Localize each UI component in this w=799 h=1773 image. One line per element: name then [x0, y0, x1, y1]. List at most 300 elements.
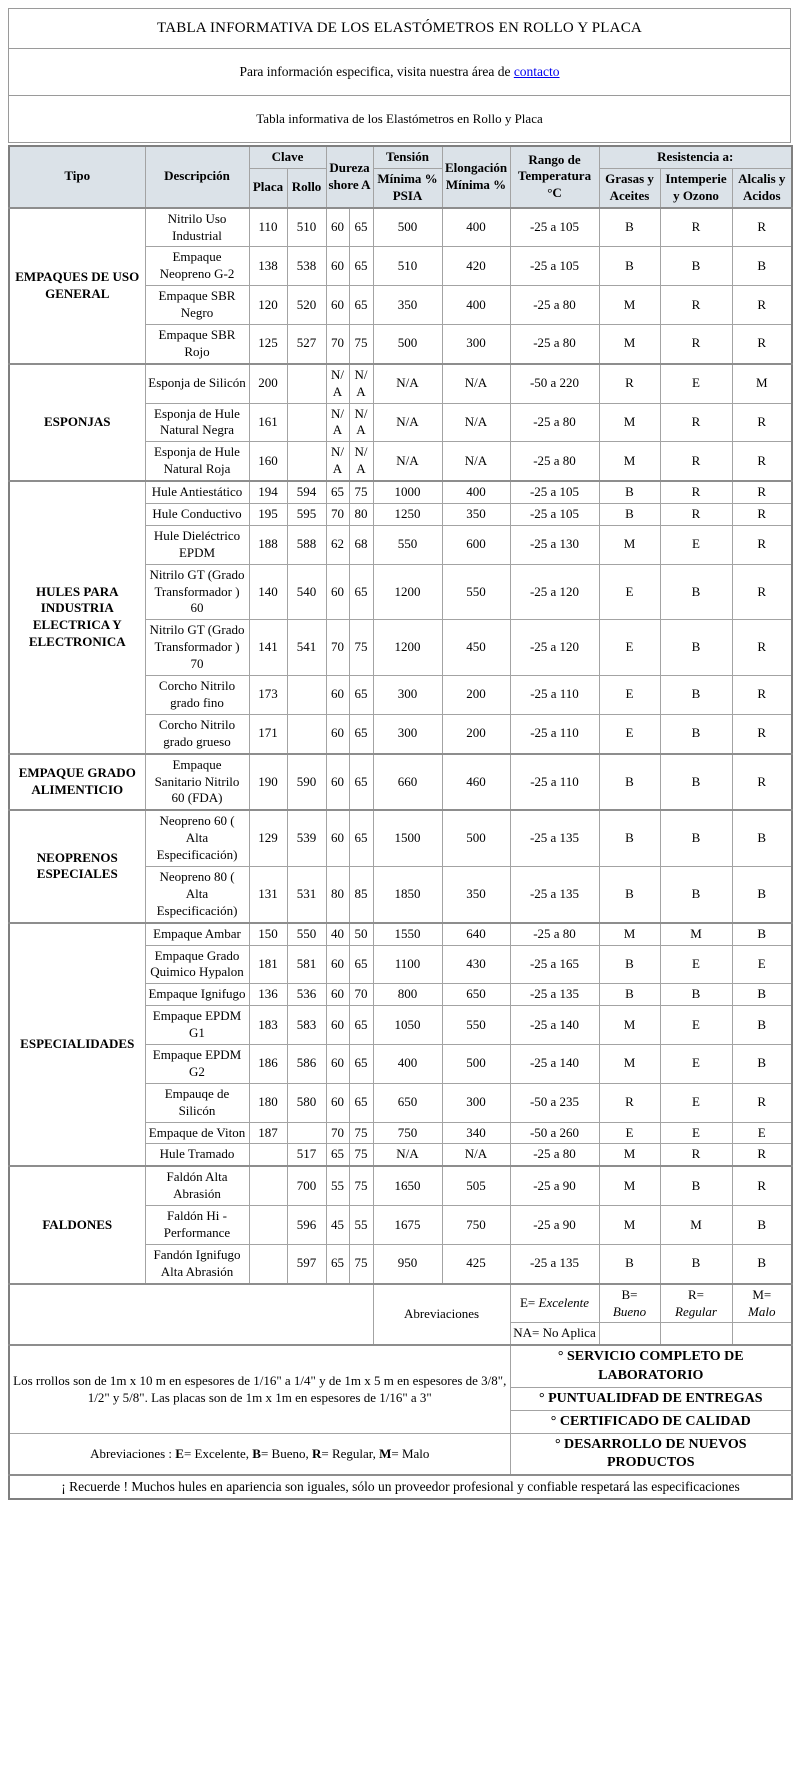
rango-cell: -25 a 120: [510, 620, 599, 676]
dureza-max-cell: 75: [349, 481, 373, 503]
rollo-cell: 520: [287, 286, 326, 325]
rollo-cell: 581: [287, 945, 326, 984]
rango-cell: -25 a 135: [510, 984, 599, 1006]
placa-cell: 125: [249, 325, 287, 364]
placa-cell: 200: [249, 364, 287, 403]
table-row: [9, 923, 792, 945]
alcalis-cell: R: [732, 620, 792, 676]
alcalis-cell: M: [732, 364, 792, 403]
elongacion-cell: 200: [442, 714, 510, 753]
elongacion-cell: 460: [442, 754, 510, 811]
abbrev-e-value: Excelente: [538, 1295, 590, 1311]
col-header-rango: Rango de Temperatura °C: [510, 146, 599, 208]
rollo-cell: 580: [287, 1083, 326, 1122]
abbrev-key-bueno: [599, 1284, 660, 1323]
alcalis-cell: B: [732, 1044, 792, 1083]
intemperie-cell: E: [660, 945, 732, 984]
tension-cell: 1550: [373, 923, 442, 945]
abbrev-key-malo: [732, 1284, 792, 1323]
page-title: TABLA INFORMATIVA DE LOS ELASTÓMETROS EN ROLLO Y PLACA: [9, 9, 790, 49]
alcalis-cell: B: [732, 923, 792, 945]
grasas-cell: E: [599, 676, 660, 715]
dureza-max-cell: 80: [349, 504, 373, 526]
placa-cell: 183: [249, 1006, 287, 1045]
grasas-cell: M: [599, 525, 660, 564]
dureza-max-cell: 75: [349, 1244, 373, 1283]
elongacion-cell: 550: [442, 1006, 510, 1045]
service-certificado: ° CERTIFICADO DE CALIDAD: [510, 1410, 792, 1433]
tension-cell: 300: [373, 714, 442, 753]
grasas-cell: M: [599, 1144, 660, 1166]
dureza-min-cell: 80: [326, 866, 349, 922]
intemperie-cell: E: [660, 364, 732, 403]
rollo-cell: [287, 676, 326, 715]
alcalis-cell: E: [732, 945, 792, 984]
tension-cell: N/A: [373, 1144, 442, 1166]
grasas-cell: B: [599, 504, 660, 526]
rango-cell: -25 a 110: [510, 754, 599, 811]
abbrev-inline-note: Abreviaciones : E= Excelente, B= Bueno, R= Regular, M= Malo: [9, 1434, 510, 1476]
elongacion-cell: 430: [442, 945, 510, 984]
tipo-group-cell: HULES PARA INDUSTRIA ELECTRICA Y ELECTRONICA: [9, 481, 145, 753]
placa-cell: 140: [249, 564, 287, 620]
grasas-cell: B: [599, 984, 660, 1006]
rollo-cell: 594: [287, 481, 326, 503]
rango-cell: -25 a 165: [510, 945, 599, 984]
rollo-cell: 541: [287, 620, 326, 676]
dureza-max-cell: 65: [349, 754, 373, 811]
top-boxes: [8, 8, 791, 143]
tension-cell: N/A: [373, 442, 442, 481]
col-header-elongacion: Elongación Mínima %: [442, 146, 510, 208]
descripcion-cell: Neopreno 80 ( Alta Especificación): [145, 866, 249, 922]
descripcion-cell: Esponja de Hule Natural Negra: [145, 403, 249, 442]
placa-cell: 173: [249, 676, 287, 715]
dureza-max-cell: 65: [349, 1083, 373, 1122]
table-row: [9, 754, 792, 811]
contacto-link[interactable]: contacto: [513, 64, 560, 79]
dureza-min-cell: 60: [326, 1044, 349, 1083]
descripcion-cell: Empaque SBR Negro: [145, 286, 249, 325]
rango-cell: -25 a 135: [510, 810, 599, 866]
grasas-cell: E: [599, 564, 660, 620]
rango-cell: -25 a 110: [510, 714, 599, 753]
rango-cell: -25 a 90: [510, 1206, 599, 1245]
dureza-min-cell: 60: [326, 247, 349, 286]
recuerde-note: ¡ Recuerde ! Muchos hules en apariencia son iguales, sólo un proveedor profesional y confiable respetará las especificaciones: [9, 1475, 792, 1499]
dureza-min-cell: 40: [326, 923, 349, 945]
dureza-min-cell: 62: [326, 525, 349, 564]
rollo-cell: 550: [287, 923, 326, 945]
intemperie-cell: R: [660, 481, 732, 503]
grasas-cell: R: [599, 1083, 660, 1122]
table-row: [9, 208, 792, 247]
abbrev-r-value: Regular: [675, 1303, 717, 1319]
intemperie-cell: B: [660, 714, 732, 753]
alcalis-cell: R: [732, 504, 792, 526]
rango-cell: -25 a 135: [510, 866, 599, 922]
rango-cell: -25 a 135: [510, 1244, 599, 1283]
elongacion-cell: 500: [442, 810, 510, 866]
rollo-cell: 531: [287, 866, 326, 922]
dureza-min-cell: 60: [326, 754, 349, 811]
dureza-min-cell: N/A: [326, 364, 349, 403]
empty-cell: [660, 1323, 732, 1345]
tension-cell: 1200: [373, 564, 442, 620]
alcalis-cell: B: [732, 984, 792, 1006]
tension-cell: 750: [373, 1122, 442, 1144]
descripcion-cell: Esponja de Silicón: [145, 364, 249, 403]
grasas-cell: B: [599, 945, 660, 984]
dureza-max-cell: 65: [349, 945, 373, 984]
rollo-cell: 590: [287, 754, 326, 811]
intemperie-cell: B: [660, 564, 732, 620]
rollo-cell: 588: [287, 525, 326, 564]
dureza-max-cell: 65: [349, 564, 373, 620]
abbrev-r-prefix: R=: [687, 1286, 704, 1302]
dureza-min-cell: 60: [326, 208, 349, 247]
abbrev-key-na: NA= No Aplica: [510, 1323, 599, 1345]
col-header-clave: Clave: [249, 146, 326, 168]
elongacion-cell: 300: [442, 1083, 510, 1122]
intemperie-cell: B: [660, 754, 732, 811]
placa-cell: 150: [249, 923, 287, 945]
tension-cell: N/A: [373, 364, 442, 403]
rollo-cell: 597: [287, 1244, 326, 1283]
placa-cell: 110: [249, 208, 287, 247]
elongacion-cell: 400: [442, 286, 510, 325]
alcalis-cell: B: [732, 247, 792, 286]
placa-cell: 181: [249, 945, 287, 984]
placa-cell: [249, 1206, 287, 1245]
tension-cell: 1650: [373, 1166, 442, 1205]
intemperie-cell: E: [660, 1122, 732, 1144]
intemperie-cell: B: [660, 810, 732, 866]
elongacion-cell: N/A: [442, 1144, 510, 1166]
descripcion-cell: Empauqe de Silicón: [145, 1083, 249, 1122]
intemperie-cell: B: [660, 620, 732, 676]
tension-cell: 1200: [373, 620, 442, 676]
alcalis-cell: R: [732, 754, 792, 811]
col-header-tension-top: Tensión: [373, 146, 442, 168]
rollo-cell: [287, 403, 326, 442]
rollo-cell: 517: [287, 1144, 326, 1166]
rango-cell: -25 a 105: [510, 208, 599, 247]
elongacion-cell: 400: [442, 208, 510, 247]
intemperie-cell: B: [660, 1166, 732, 1205]
col-header-descripcion: Descripción: [145, 146, 249, 208]
descripcion-cell: Faldón Alta Abrasión: [145, 1166, 249, 1205]
dureza-min-cell: 45: [326, 1206, 349, 1245]
elongacion-cell: 300: [442, 325, 510, 364]
rango-cell: -50 a 235: [510, 1083, 599, 1122]
dureza-max-cell: 55: [349, 1206, 373, 1245]
grasas-cell: E: [599, 714, 660, 753]
abbrev-spacer-cell: [9, 1284, 373, 1346]
rango-cell: -25 a 140: [510, 1006, 599, 1045]
abbrev-b-value: Bueno: [612, 1303, 647, 1319]
tension-cell: 510: [373, 247, 442, 286]
descripcion-cell: Empaque Neopreno G-2: [145, 247, 249, 286]
alcalis-cell: R: [732, 714, 792, 753]
dureza-min-cell: 70: [326, 620, 349, 676]
tipo-group-cell: NEOPRENOS ESPECIALES: [9, 810, 145, 922]
dureza-max-cell: N/A: [349, 364, 373, 403]
descripcion-cell: Empaque SBR Rojo: [145, 325, 249, 364]
subtitle: [9, 49, 790, 96]
alcalis-cell: E: [732, 1122, 792, 1144]
descripcion-cell: Empaque Grado Quimico Hypalon: [145, 945, 249, 984]
tension-cell: 1050: [373, 1006, 442, 1045]
grasas-cell: M: [599, 923, 660, 945]
intemperie-cell: R: [660, 325, 732, 364]
rollo-cell: 538: [287, 247, 326, 286]
col-header-dureza: Dureza shore A: [326, 146, 373, 208]
descripcion-cell: Empaque Sanitario Nitrilo 60 (FDA): [145, 754, 249, 811]
tension-cell: 1000: [373, 481, 442, 503]
dureza-max-cell: 75: [349, 620, 373, 676]
elongacion-cell: 500: [442, 1044, 510, 1083]
alcalis-cell: B: [732, 1244, 792, 1283]
placa-cell: 136: [249, 984, 287, 1006]
intemperie-cell: R: [660, 208, 732, 247]
dureza-max-cell: 65: [349, 286, 373, 325]
elongacion-cell: 650: [442, 984, 510, 1006]
notes-row-4: [9, 1434, 792, 1476]
table-footer: [9, 1284, 792, 1499]
grasas-cell: B: [599, 481, 660, 503]
placa-cell: 187: [249, 1122, 287, 1144]
abbrev-key-regular: [660, 1284, 732, 1323]
grasas-cell: E: [599, 620, 660, 676]
alcalis-cell: R: [732, 442, 792, 481]
tension-cell: 1850: [373, 866, 442, 922]
tension-cell: 1100: [373, 945, 442, 984]
elongacion-cell: 425: [442, 1244, 510, 1283]
placa-cell: 161: [249, 403, 287, 442]
elongacion-cell: 505: [442, 1166, 510, 1205]
dureza-max-cell: 50: [349, 923, 373, 945]
col-header-placa: Placa: [249, 168, 287, 207]
rollo-cell: 510: [287, 208, 326, 247]
elongacion-cell: N/A: [442, 403, 510, 442]
tension-cell: 500: [373, 325, 442, 364]
dureza-max-cell: 65: [349, 208, 373, 247]
dureza-max-cell: 65: [349, 1044, 373, 1083]
tension-cell: 660: [373, 754, 442, 811]
alcalis-cell: B: [732, 1206, 792, 1245]
alcalis-cell: R: [732, 403, 792, 442]
table-row: [9, 810, 792, 866]
placa-cell: 129: [249, 810, 287, 866]
abbrev-b-prefix: B=: [621, 1286, 638, 1302]
descripcion-cell: Empaque de Viton: [145, 1122, 249, 1144]
rango-cell: -25 a 105: [510, 247, 599, 286]
rollo-cell: 536: [287, 984, 326, 1006]
col-header-alcalis: Alcalis y Acidos: [732, 168, 792, 207]
rollo-cell: [287, 714, 326, 753]
alcalis-cell: R: [732, 525, 792, 564]
alcalis-cell: R: [732, 1166, 792, 1205]
dureza-min-cell: 70: [326, 325, 349, 364]
rollo-cell: 596: [287, 1206, 326, 1245]
rango-cell: -25 a 90: [510, 1166, 599, 1205]
placa-cell: 141: [249, 620, 287, 676]
descripcion-cell: Nitrilo Uso Industrial: [145, 208, 249, 247]
rango-cell: -25 a 120: [510, 564, 599, 620]
col-header-resistencia: Resistencia a:: [599, 146, 792, 168]
dureza-min-cell: 60: [326, 564, 349, 620]
grasas-cell: M: [599, 1206, 660, 1245]
intemperie-cell: E: [660, 1083, 732, 1122]
dureza-max-cell: 65: [349, 676, 373, 715]
dureza-min-cell: 60: [326, 286, 349, 325]
tension-cell: 500: [373, 208, 442, 247]
rango-cell: -25 a 105: [510, 481, 599, 503]
elongacion-cell: N/A: [442, 442, 510, 481]
elongacion-cell: 600: [442, 525, 510, 564]
rollo-cell: [287, 1122, 326, 1144]
alcalis-cell: R: [732, 481, 792, 503]
placa-cell: 180: [249, 1083, 287, 1122]
tension-cell: 400: [373, 1044, 442, 1083]
rollo-cell: 527: [287, 325, 326, 364]
grasas-cell: B: [599, 866, 660, 922]
grasas-cell: M: [599, 1044, 660, 1083]
dureza-min-cell: 60: [326, 810, 349, 866]
grasas-cell: M: [599, 1006, 660, 1045]
abbrev-label: Abreviaciones: [373, 1284, 510, 1346]
intemperie-cell: R: [660, 1144, 732, 1166]
recuerde-row: [9, 1475, 792, 1499]
rango-cell: -25 a 130: [510, 525, 599, 564]
rollo-cell: 700: [287, 1166, 326, 1205]
tension-cell: 1500: [373, 810, 442, 866]
dureza-max-cell: N/A: [349, 403, 373, 442]
intemperie-cell: B: [660, 984, 732, 1006]
grasas-cell: B: [599, 754, 660, 811]
abbrev-key-row-1: [9, 1284, 792, 1323]
dureza-max-cell: 75: [349, 1166, 373, 1205]
placa-cell: 160: [249, 442, 287, 481]
dureza-min-cell: N/A: [326, 403, 349, 442]
dureza-max-cell: 65: [349, 810, 373, 866]
placa-cell: 190: [249, 754, 287, 811]
intemperie-cell: M: [660, 923, 732, 945]
intemperie-cell: B: [660, 866, 732, 922]
grasas-cell: B: [599, 810, 660, 866]
table-caption: Tabla informativa de los Elastómetros en Rollo y Placa: [256, 111, 543, 126]
rango-cell: -25 a 80: [510, 923, 599, 945]
elongacion-cell: 420: [442, 247, 510, 286]
tension-cell: 1675: [373, 1206, 442, 1245]
placa-cell: [249, 1144, 287, 1166]
dureza-min-cell: N/A: [326, 442, 349, 481]
alcalis-cell: R: [732, 286, 792, 325]
rango-cell: -25 a 80: [510, 1144, 599, 1166]
grasas-cell: E: [599, 1122, 660, 1144]
placa-cell: 188: [249, 525, 287, 564]
descripcion-cell: Hule Dieléctrico EPDM: [145, 525, 249, 564]
alcalis-cell: B: [732, 866, 792, 922]
descripcion-cell: Empaque Ignifugo: [145, 984, 249, 1006]
intemperie-cell: E: [660, 1044, 732, 1083]
service-puntualidad: ° PUNTUALIDFAD DE ENTREGAS: [510, 1387, 792, 1410]
elongacion-cell: 750: [442, 1206, 510, 1245]
col-header-intemperie: Intemperie y Ozono: [660, 168, 732, 207]
descripcion-cell: Esponja de Hule Natural Roja: [145, 442, 249, 481]
intemperie-cell: E: [660, 525, 732, 564]
intemperie-cell: B: [660, 1244, 732, 1283]
empty-cell: [732, 1323, 792, 1345]
intemperie-cell: M: [660, 1206, 732, 1245]
alcalis-cell: R: [732, 325, 792, 364]
elastomer-table: [8, 145, 793, 1500]
dureza-min-cell: 65: [326, 1144, 349, 1166]
placa-cell: 194: [249, 481, 287, 503]
alcalis-cell: R: [732, 208, 792, 247]
tension-cell: N/A: [373, 403, 442, 442]
placa-cell: 186: [249, 1044, 287, 1083]
dureza-min-cell: 55: [326, 1166, 349, 1205]
col-header-tipo: Tipo: [9, 146, 145, 208]
dureza-max-cell: 65: [349, 714, 373, 753]
elongacion-cell: 400: [442, 481, 510, 503]
intemperie-cell: B: [660, 247, 732, 286]
table-row: [9, 364, 792, 403]
elongacion-cell: 350: [442, 504, 510, 526]
tipo-group-cell: FALDONES: [9, 1166, 145, 1283]
dureza-max-cell: 70: [349, 984, 373, 1006]
descripcion-cell: Neopreno 60 ( Alta Especificación): [145, 810, 249, 866]
dureza-min-cell: 70: [326, 504, 349, 526]
tension-cell: 800: [373, 984, 442, 1006]
intemperie-cell: R: [660, 504, 732, 526]
table-body: [9, 208, 792, 1284]
rollo-cell: 595: [287, 504, 326, 526]
dureza-max-cell: 68: [349, 525, 373, 564]
rollo-cell: 539: [287, 810, 326, 866]
elongacion-cell: N/A: [442, 364, 510, 403]
grasas-cell: M: [599, 1166, 660, 1205]
placa-cell: 171: [249, 714, 287, 753]
rango-cell: -25 a 80: [510, 442, 599, 481]
page: [8, 8, 791, 1500]
dureza-max-cell: 65: [349, 1006, 373, 1045]
rango-cell: -25 a 140: [510, 1044, 599, 1083]
grasas-cell: B: [599, 208, 660, 247]
dureza-max-cell: 75: [349, 1144, 373, 1166]
service-desarrollo: ° DESARROLLO DE NUEVOS PRODUCTOS: [510, 1434, 792, 1476]
tension-cell: 650: [373, 1083, 442, 1122]
tension-cell: 1250: [373, 504, 442, 526]
rango-cell: -25 a 80: [510, 403, 599, 442]
intemperie-cell: E: [660, 1006, 732, 1045]
descripcion-cell: Hule Tramado: [145, 1144, 249, 1166]
elongacion-cell: 640: [442, 923, 510, 945]
grasas-cell: B: [599, 247, 660, 286]
rollo-cell: [287, 442, 326, 481]
dureza-min-cell: 60: [326, 984, 349, 1006]
descripcion-cell: Corcho Nitrilo grado fino: [145, 676, 249, 715]
alcalis-cell: R: [732, 564, 792, 620]
placa-cell: 120: [249, 286, 287, 325]
rango-cell: -50 a 220: [510, 364, 599, 403]
col-header-grasas: Grasas y Aceites: [599, 168, 660, 207]
placa-cell: [249, 1244, 287, 1283]
rolls-note: Los rrollos son de 1m x 10 m en espesores de 1/16" a 1/4" y de 1m x 5 m en espesores de 3/8", 1/2" y 5/8". Las placas son de 1m x 1m en espesores de 1/16" a 3": [9, 1345, 510, 1433]
rango-cell: -25 a 80: [510, 286, 599, 325]
